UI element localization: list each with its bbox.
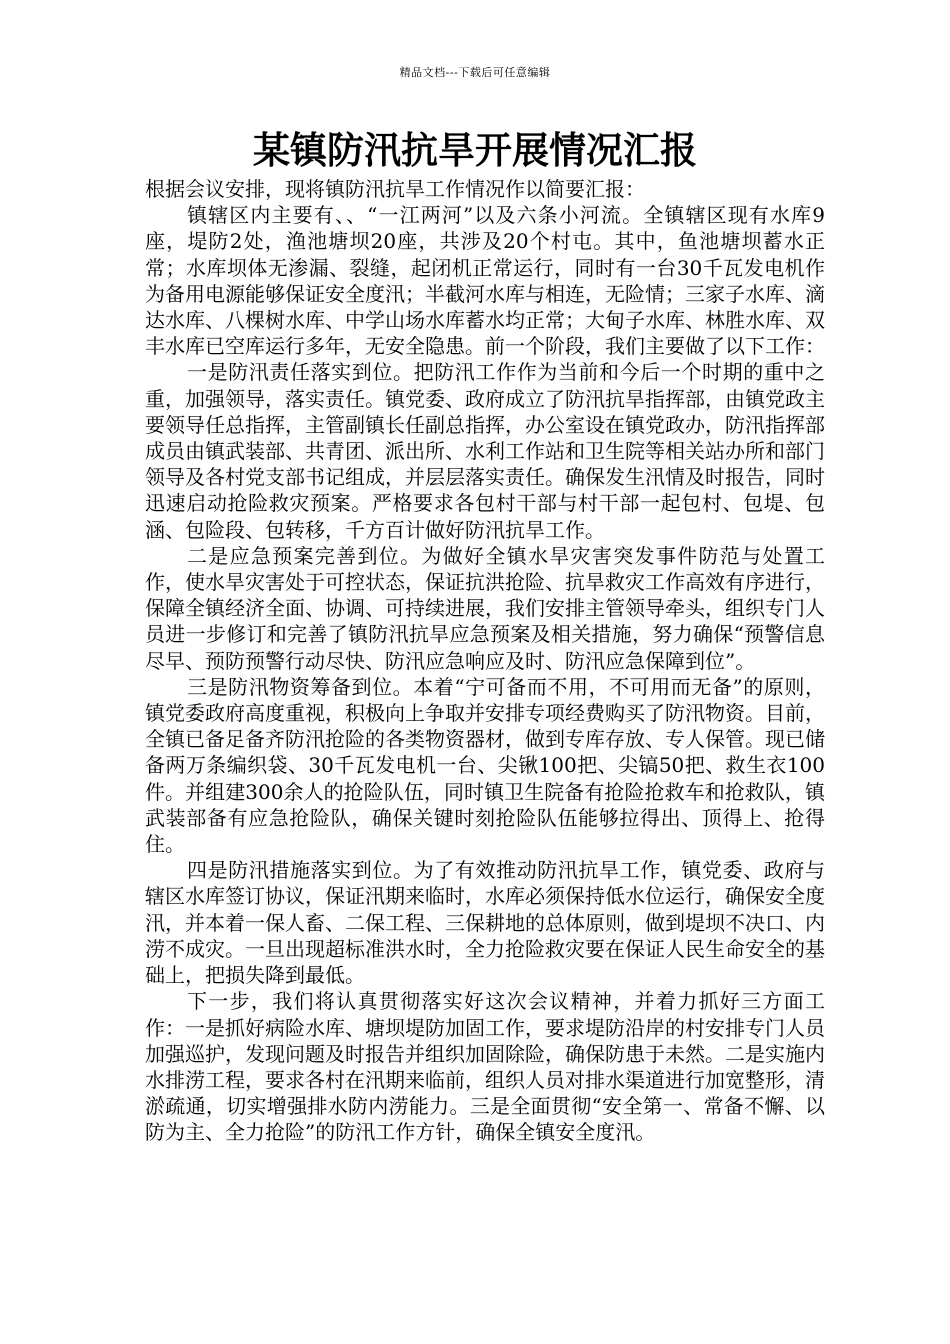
paragraph-emergency-plan: 二是应急预案完善到位。为做好全镇水旱灾害突发事件防范与处置工作，使水旱灾害处于可控状态，保证抗洪抢险、抗旱救灾工作高效有序进行，保障全镇经济全面、协调、可持续进展，我们安排主管领导牵头，组织专门人员进一步修订和完善了镇防汛抗旱应急预案及相关措施，努力确保“预警信息尽早、预防预警行动尽快、防汛应急响应及时、防汛应急保障到位”。 bbox=[145, 543, 825, 673]
paragraph-supplies: 三是防汛物资筹备到位。本着“宁可备而不用，不可用而无备”的原则，镇党委政府高度重视，积极向上争取并安排专项经费购买了防汛物资。目前，全镇已备足备齐防汛抢险的各类物资器材，做到专库存放、专人保管。现已储备两万条编织袋、30千瓦发电机一台、尖锹100把、尖镐50把、救生衣100件。并组建300余人的抢险队伍，同时镇卫生院备有抢险抢救车和抢救队，镇武装部备有应急抢险队，确保关键时刻抢险队伍能够拉得出、顶得上、抢得住。 bbox=[145, 674, 825, 857]
paragraph-next-steps: 下一步，我们将认真贯彻落实好这次会议精神，并着力抓好三方面工作：一是抓好病险水库、塘坝堤防加固工作，要求堤防沿岸的村安排专门人员加强巡护，发现问题及时报告并组织加固除险，确保防患于未然。二是实施内水排涝工程，要求各村在汛期来临前，组织人员对排水渠道进行加宽整形，清淤疏通，切实增强排水防内涝能力。三是全面贯彻“安全第一、常备不懈、以防为主、全力抢险”的防汛工作方针，确保全镇安全度汛。 bbox=[145, 989, 825, 1145]
paragraph-responsibility: 一是防汛责任落实到位。把防汛工作作为当前和今后一个时期的重中之重，加强领导，落实责任。镇党委、政府成立了防汛抗旱指挥部，由镇党政主要领导任总指挥，主管副镇长任副总指挥，办公室设在镇党政办，防汛指挥部成员由镇武装部、共青团、派出所、水利工作站和卫生院等相关站办所和部门领导及各村党支部书记组成，并层层落实责任。确保发生汛情及时报告，同时迅速启动抢险救灾预案。严格要求各包村干部与村干部一起包村、包堤、包涵、包险段、包转移，千方百计做好防汛抗旱工作。 bbox=[145, 360, 825, 542]
document-title: 某镇防汛抗旱开展情况汇报 bbox=[253, 129, 697, 172]
document-body bbox=[145, 176, 825, 1146]
paragraph-intro: 根据会议安排，现将镇防汛抗旱工作情况作以简要汇报： bbox=[145, 177, 645, 201]
paragraph-measures: 四是防汛措施落实到位。为了有效推动防汛抗旱工作，镇党委、政府与辖区水库签订协议，保证汛期来临时，水库必须保持低水位运行，确保安全度汛，并本着一保人畜、二保工程、三保耕地的总体原则，做到堤坝不决口、内涝不成灾。一旦出现超标准洪水时，全力抢险救灾要在保证人民生命安全的基础上，把损失降到最低。 bbox=[145, 858, 825, 988]
paragraph-overview: 镇辖区内主要有、、“一江两河”以及六条小河流。全镇辖区现有水库9座，堤防2处，渔池塘坝20座，共涉及20个村屯。其中，鱼池塘坝蓄水正常；水库坝体无渗漏、裂缝，起闭机正常运行，同时有一台30千瓦发电机作为备用电源能够保证安全度汛；半截河水库与相连，无险情；三家子水库、滴达水库、八棵树水库、中学山场水库蓄水均正常；大甸子水库、林胜水库、双丰水库已空库运行多年，无安全隐患。前一个阶段，我们主要做了以下工作： bbox=[145, 203, 825, 359]
header-note: 精品文档---下载后可任意编辑 bbox=[399, 66, 551, 79]
